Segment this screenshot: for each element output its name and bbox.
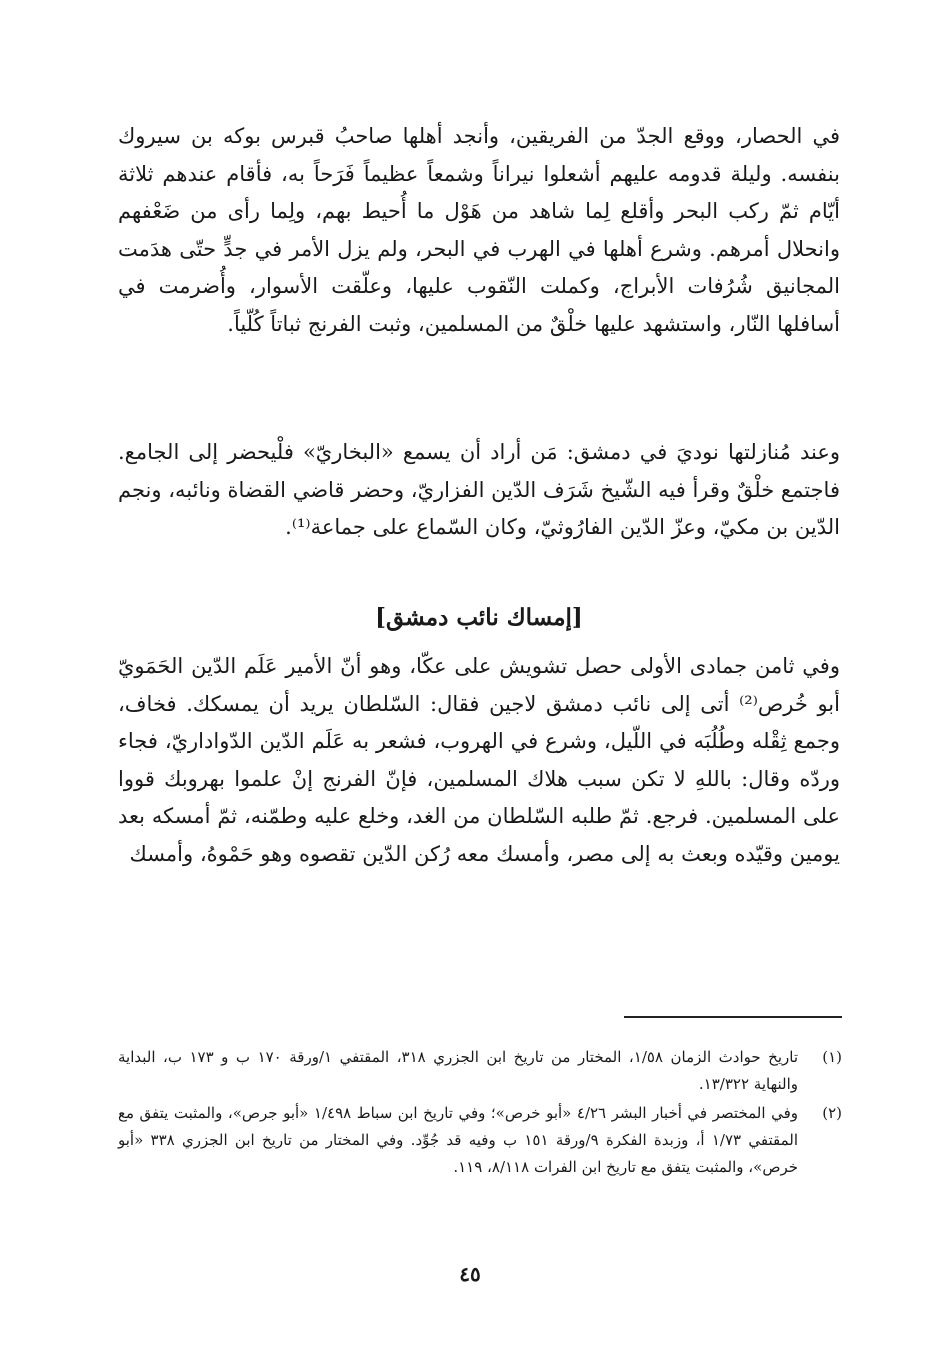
page-body — [118, 118, 840, 910]
page-number: ٤٥ — [459, 1262, 481, 1286]
footnote-text: تاريخ حوادث الزمان ١/٥٨، المختار من تاريخ ابن الجزري ٣١٨، المقتفي ١/ورقة ١٧٠ ب و ١٧٣ ب، البداية والنهاية ١٣/٣٢٢. — [118, 1048, 798, 1093]
footnotes — [118, 1044, 842, 1183]
footnote-2 — [118, 1100, 842, 1181]
section-heading: [إمساك نائب دمشق] — [375, 604, 583, 631]
body-paragraph-3: وفي ثامن جمادى الأولى حصل تشويش على عكّا، وهو أنّ الأمير عَلَم الدّين الحَمَويّ أبو خُرص⁽²⁾ أتى إلى نائب دمشق لاجين فقال: السّلطان يريد أن يمسكك. فخاف، وجمع ثِقْله وطُلُبَه في اللّيل، وشرع في الهروب، فشعر به عَلَم الدّين الدّواداريّ، فجاء وردّه وقال: باللهِ لا تكن سبب هلاك المسلمين، فإنّ الفرنج إنْ علموا بهروبك قووا على المسلمين. فرجع. ثمّ طلبه السّلطان من الغد، وخلع عليه وطمّنه، ثمّ أمسكه بعد يومين وقيّده وبعث به إلى مصر، وأمسك معه رُكن الدّين تقصوه وهو حَمْوهُ، وأمسك — [118, 654, 840, 866]
footnote-number: (١) — [822, 1048, 842, 1066]
footnote-number: (٢) — [822, 1104, 842, 1122]
body-paragraph-2: وعند مُنازلتها نوديَ في دمشق: مَن أراد أن يسمع «البخاريّ» فلْيحضر إلى الجامع. فاجتمع خلْقٌ وقرأ فيه الشّيخ شَرَف الدّين الفزاريّ، وحضر قاضي القضاة ونائبه، ونجم الدّين بن مكيّ، وعزّ الدّين الفارُوثيّ، وكان السّماع على جماعة⁽¹⁾. — [118, 440, 840, 539]
footnote-1 — [118, 1044, 842, 1098]
footnote-text: وفي المختصر في أخبار البشر ٤/٢٦ «أبو خرص»؛ وفي تاريخ ابن سباط ١/٤٩٨ «أبو جرص»، والمثبت يتفق مع المقتفي ١/٧٣ أ، وزبدة الفكرة ٩/ورقة ١٥١ ب وفيه قد جُوِّد. وفي المختار من تاريخ ابن الجزري ٣٣٨ «أبو خرص»، والمثبت يتفق مع تاريخ ابن الفرات ٨/١١٨، ١١٩. — [118, 1104, 798, 1176]
footnote-separator — [624, 1016, 842, 1018]
body-paragraph-1: في الحصار، ووقع الجدّ من الفريقين، وأنجد أهلها صاحبُ قبرس بوكه بن سيروك بنفسه. وليلة قدومه عليهم أشعلوا نيراناً وشمعاً عظيماً فَرَحاً به، فأقام عندهم ثلاثة أيّام ثمّ ركب البحر وأقلع لِما شاهد من هَوْل ما أُحيط بهم، ولِما رأى من ضَعْفهم وانحلال أمرهم. وشرع أهلها في الهرب في البحر، ولم يزل الأمر في جدٍّ حتّى هدَمت المجانيق شُرُفات الأبراج، وكملت النّقوب عليها، وعلّقت الأسوار، وأُضرمت في أسافلها النّار، واستشهد عليها خلْقٌ من المسلمين، وثبت الفرنج ثباتاً كُلّياً. — [118, 124, 840, 336]
